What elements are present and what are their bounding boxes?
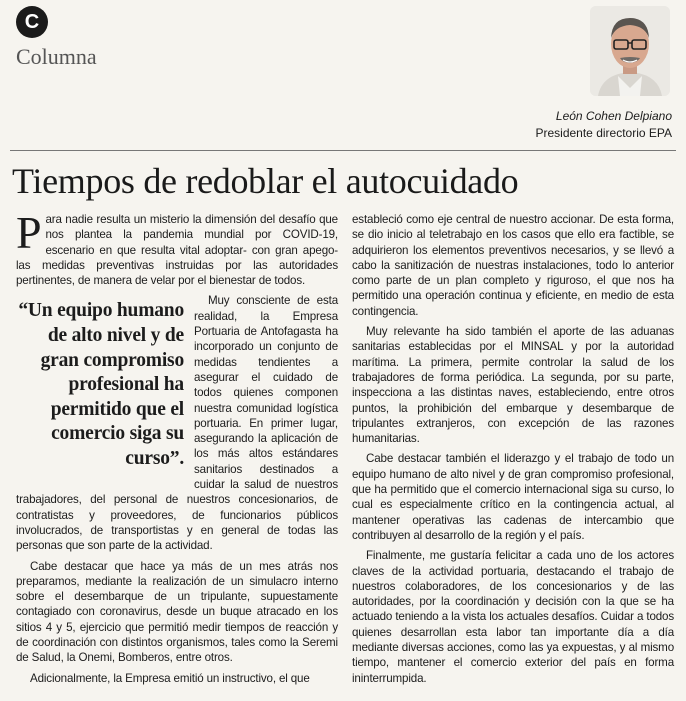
paragraph-text: ara nadie resulta un misterio la dimensión del desafío que nos plantea la pandemia mundial por COVID-19, escenario en que resulta vital adoptar- con gran apego- las medidas preventivas instruidas por las autoridades pertinentes, de manera de velar por el bienestar de todos. — [16, 213, 338, 288]
article-paragraph: estableció como eje central de nuestro accionar. De esta forma, se dio inicio al teletrabajo en los casos que ello era factible, se adquirieron los elementos preventivos necesarios, y se llevó a cabo la sanitización de nuestras instalaciones, todo lo anterior como parte de un plan completo y riguroso, el que nos ha permitido una operación continua y eficiente, en medio de esta contingencia. — [352, 213, 674, 318]
author-photo — [590, 6, 670, 96]
drop-cap: P — [16, 207, 42, 258]
article-paragraph: Muy consciente de esta realidad, la Empresa Portuaria de Antofagasta ha incorporado un conjunto de medidas tendientes a asegurar el cuidado de todos quienes componen nuestra comunidad logística portuaria. En primer lugar, asegurando la aplicación de los más altos estándares sanitarios destinados a cuidar la salud de nuestros trabajadores, del personal de nuestros concesionarios, de contratistas y proveedores, de funcionarios públicos involucrados, de transportistas y en general de todas las personas que son parte de la actividad. — [16, 294, 338, 553]
article-paragraph: Cabe destacar que hace ya más de un mes atrás nos preparamos, mediante la realización de un simulacro interno sobre el desembarque de un tripulante, supuestamente contagiado con coronavirus, desde un buque atracado en los sitios 4 y 5, ejercicio que permitió medir tiempos de reacción y de coordinación con distintos organismos, tales como la Seremi de Salud, la Onemi, Bomberos, entre otros. — [16, 559, 338, 665]
article-paragraph: Cabe destacar también el liderazgo y el trabajo de todo un equipo humano de alto nivel y de gran compromiso profesional, que ha permitido que el comercio internacional siga su curso, lo cual es especialmente crítico en la contingencia actual, al mantener operativas las cadenas de intercambio que contribuyen al desarrollo de la región y el país. — [352, 452, 674, 542]
author-role: Presidente directorio EPA — [535, 126, 672, 140]
author-name: León Cohen Delpiano — [555, 109, 672, 123]
article-column-right — [352, 212, 674, 691]
article-paragraph: Adicionalmente, la Empresa emitió un instructivo, el que — [30, 671, 310, 685]
column-header — [0, 0, 686, 150]
section-label: Columna — [16, 44, 97, 69]
article-paragraph — [16, 207, 338, 288]
pull-quote: “Un equipo humano de alto nivel y de gran compromiso profesional ha permitido que el comercio siga su curso”. — [18, 300, 184, 470]
article-headline: Tiempos de redoblar el autocuidado — [12, 161, 519, 201]
article-paragraph: Finalmente, me gustaría felicitar a cada uno de los actores claves de la actividad portuaria, destacando el trabajo de nuestros colaboradores, de los concesionarios y de las autoridades, por la coordinación y decisión con la que se ha actuado teniendo a la vista los actuales desafíos. Cuidar a todos quienes desarrollan esta labor tan importante día a día mediante diversas acciones, como las ya expuestas, y al mismo tiempo, mantener el comercio exterior del país en forma ininterrumpida. — [352, 549, 674, 685]
header-divider — [10, 150, 676, 151]
section-badge: C — [16, 6, 48, 38]
author-portrait-illustration — [590, 6, 670, 96]
author-byline — [535, 108, 672, 142]
article-paragraph: Muy relevante ha sido también el aporte de las aduanas sanitarias establecidas por el MINSAL y por la autoridad marítima. La primera, permite controlar la salud de los trabajadores de forma periódica. La segunda, por su parte, inspecciona a las distintas naves, estableciendo, entre otros puntos, la prohibición del embarque y desembarque de tripulantes extranjeros, con excepción de las razones humanitarias. — [352, 325, 674, 446]
article-column-left — [16, 207, 338, 691]
